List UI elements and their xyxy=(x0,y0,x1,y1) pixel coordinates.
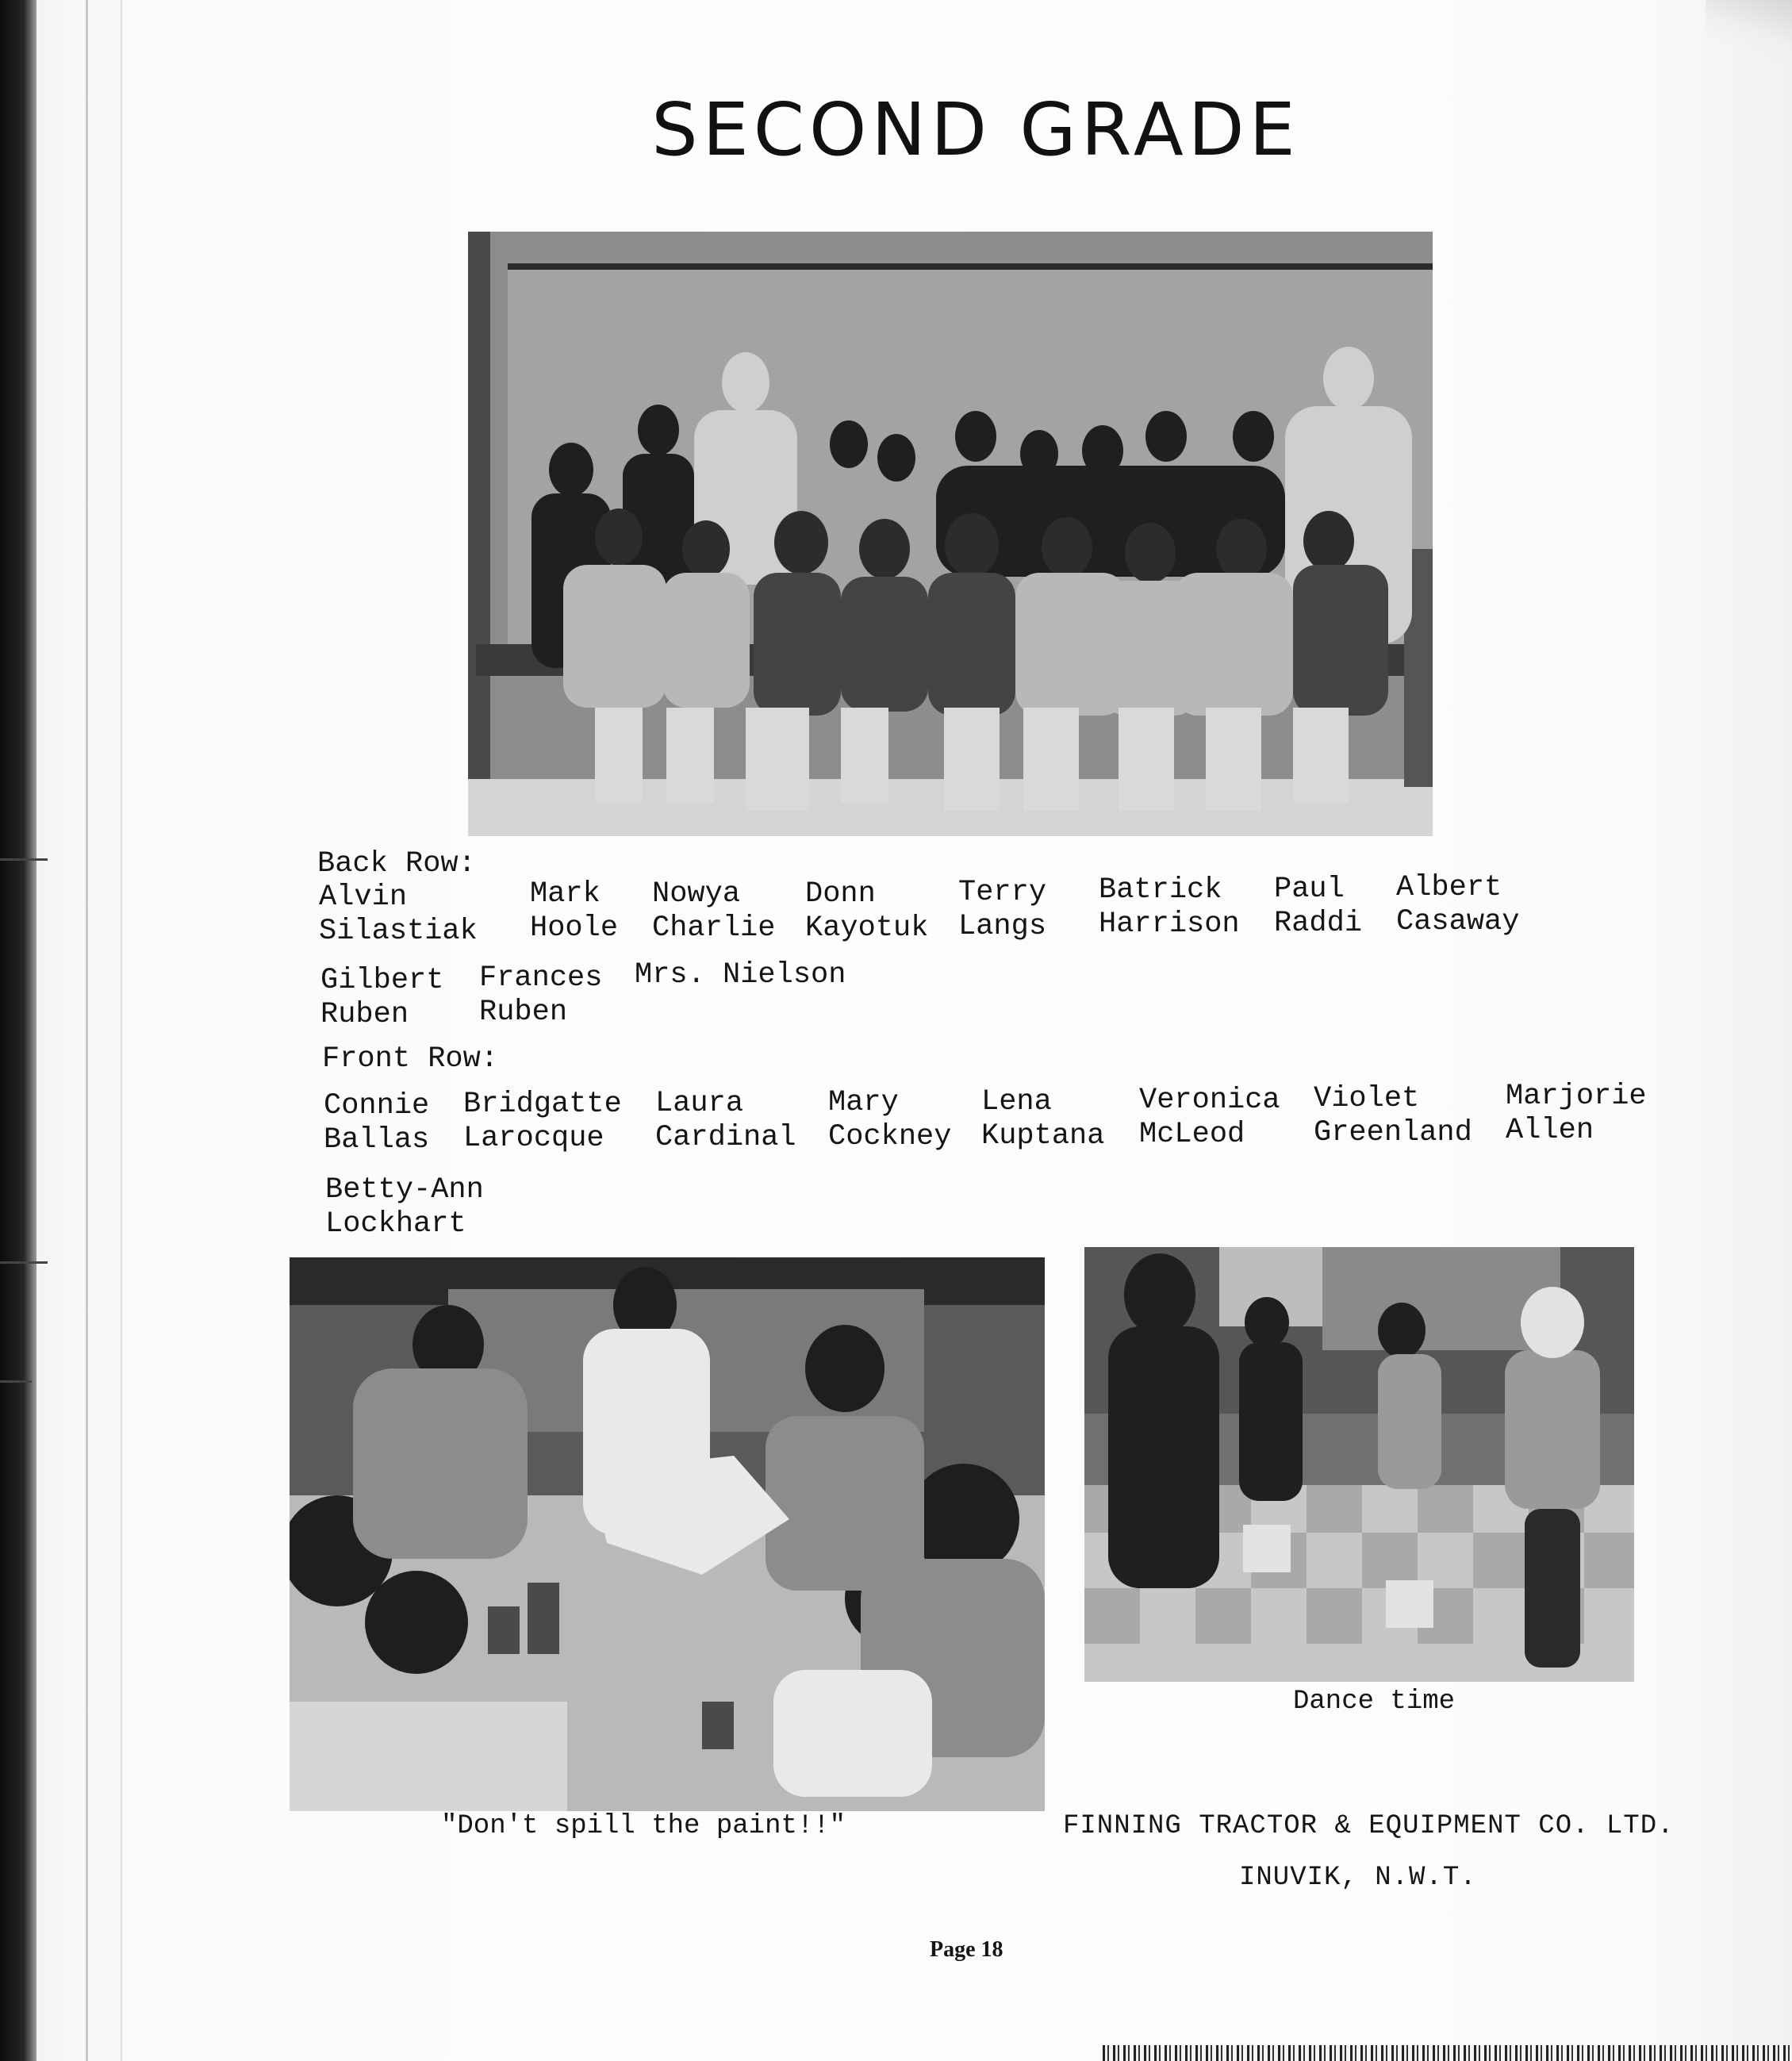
front-row-name: Connie Ballas xyxy=(324,1089,430,1157)
front-row-name: Violet Greenland xyxy=(1314,1082,1472,1149)
back-row-label: Back Row: xyxy=(317,847,476,881)
back-row-name: Albert Casaway xyxy=(1396,871,1520,938)
edge-mark xyxy=(0,1261,48,1264)
page-fold-line xyxy=(121,0,122,2061)
edge-mark xyxy=(0,858,48,861)
front-row-name: Laura Cardinal xyxy=(655,1087,796,1154)
page-number: Page 18 xyxy=(930,1937,1003,1962)
painting-caption: "Don't spill the paint!!" xyxy=(441,1811,846,1841)
scan-artifact-strip xyxy=(1103,2045,1792,2061)
front-row-name: Marjorie Allen xyxy=(1506,1080,1647,1147)
back-row-name: Donn Kayotuk xyxy=(805,877,929,945)
front-row-name: Betty-Ann Lockhart xyxy=(325,1173,484,1241)
sponsor-name: FINNING TRACTOR & EQUIPMENT CO. LTD. xyxy=(1063,1811,1675,1841)
front-row-name: Mary Cockney xyxy=(828,1086,952,1153)
back-row-name: Gilbert Ruben xyxy=(320,964,444,1031)
painting-activity-photo xyxy=(290,1257,1045,1811)
dance-time-photo xyxy=(1084,1247,1634,1682)
front-row-name: Lena Kuptana xyxy=(981,1085,1105,1153)
front-row-name: Veronica McLeod xyxy=(1139,1084,1280,1151)
back-row-name: Paul Raddi xyxy=(1274,873,1363,940)
edge-mark xyxy=(0,1380,32,1383)
page-fold-line xyxy=(86,0,88,2061)
back-row-name: Terry Langs xyxy=(958,876,1047,943)
dance-caption: Dance time xyxy=(1293,1687,1456,1717)
sponsor-location: INUVIK, N.W.T. xyxy=(1239,1863,1477,1893)
binding-edge xyxy=(0,0,36,2061)
back-row-name: Alvin Silastiak xyxy=(319,881,478,948)
class-group-photo xyxy=(468,232,1433,836)
back-row-name: Mrs. Nielson xyxy=(635,958,846,992)
back-row-name: Nowya Charlie xyxy=(652,877,776,945)
page-title: SECOND GRADE xyxy=(651,87,1300,172)
front-row-name: Bridgatte Larocque xyxy=(463,1088,622,1155)
front-row-label: Front Row: xyxy=(322,1042,499,1076)
back-row-name: Frances Ruben xyxy=(479,961,603,1029)
back-row-name: Mark Hoole xyxy=(530,877,619,945)
back-row-name: Batrick Harrison xyxy=(1099,873,1240,941)
page-corner-curl xyxy=(1706,0,1792,71)
